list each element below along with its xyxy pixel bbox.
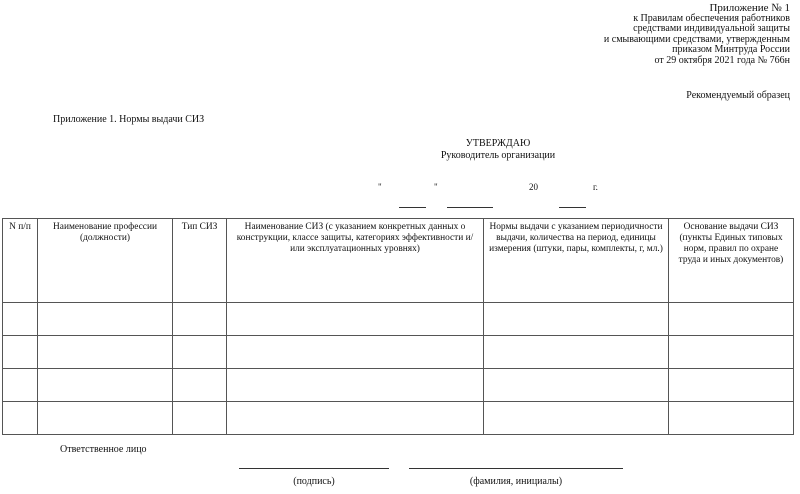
column-header-ppe-type: Тип СИЗ bbox=[173, 219, 227, 303]
header-line: Приложение № 1 bbox=[709, 2, 790, 14]
table-cell bbox=[484, 303, 669, 336]
table-row bbox=[3, 402, 794, 435]
appendix-title: Приложение 1. Нормы выдачи СИЗ bbox=[53, 114, 205, 125]
table-row bbox=[3, 303, 794, 336]
appendix-header bbox=[490, 3, 790, 67]
date-year-suffix: г. bbox=[593, 182, 598, 192]
column-header-profession: Наименование профессии (должности) bbox=[38, 219, 173, 303]
table-cell bbox=[173, 303, 227, 336]
table-cell bbox=[3, 303, 38, 336]
table-cell bbox=[484, 402, 669, 435]
table-cell bbox=[38, 303, 173, 336]
table-cell bbox=[3, 369, 38, 402]
day-underline bbox=[399, 207, 426, 208]
name-underline bbox=[409, 468, 623, 469]
date-quote-open: " bbox=[378, 182, 382, 192]
year-underline bbox=[559, 207, 586, 208]
date-quote-close: " bbox=[434, 182, 438, 192]
month-underline bbox=[447, 207, 493, 208]
table-row bbox=[3, 369, 794, 402]
table-cell bbox=[669, 336, 794, 369]
table-cell bbox=[669, 303, 794, 336]
table-cell bbox=[3, 336, 38, 369]
name-caption: (фамилия, инициалы) bbox=[469, 476, 563, 487]
table-cell bbox=[227, 369, 484, 402]
header-line: и смывающими средствами, утвержденным bbox=[603, 33, 790, 45]
table-cell bbox=[173, 369, 227, 402]
column-header-issue-norms: Нормы выдачи с указанием периодичности выдачи, количества на период, единицы измерения (штуки, пары, комплекты, г, мл.) bbox=[484, 219, 669, 303]
header-line: средствами индивидуальной защиты bbox=[633, 23, 790, 35]
header-line: от 29 октября 2021 года № 766н bbox=[654, 54, 790, 66]
responsible-person-label: Ответственное лицо bbox=[60, 444, 147, 455]
ppe-norms-table bbox=[2, 218, 794, 435]
date-year-prefix: 20 bbox=[529, 182, 538, 192]
approval-title: УТВЕРЖДАЮ bbox=[465, 138, 531, 149]
table-cell bbox=[173, 336, 227, 369]
table-cell bbox=[669, 402, 794, 435]
table-cell bbox=[227, 402, 484, 435]
column-header-ppe-name: Наименование СИЗ (с указанием конкретных данных о конструкции, классе защиты, категориях эффективности и/или эксплуатационных уровнях) bbox=[227, 219, 484, 303]
header-line: приказом Минтруда России bbox=[672, 44, 790, 56]
table-cell bbox=[38, 369, 173, 402]
column-header-issue-basis: Основание выдачи СИЗ (пункты Единых типовых норм, правил по охране труда и иных документов) bbox=[669, 219, 794, 303]
table-cell bbox=[227, 336, 484, 369]
table-cell bbox=[227, 303, 484, 336]
signature-caption: (подпись) bbox=[293, 476, 335, 487]
table-cell bbox=[669, 369, 794, 402]
table-cell bbox=[3, 402, 38, 435]
header-line: к Правилам обеспечения работников bbox=[633, 12, 790, 24]
table-cell bbox=[484, 369, 669, 402]
table-row bbox=[3, 336, 794, 369]
sample-label: Рекомендуемый образец bbox=[686, 90, 790, 101]
table-cell bbox=[173, 402, 227, 435]
signature-underline bbox=[239, 468, 389, 469]
table-cell bbox=[484, 336, 669, 369]
table-header-row bbox=[3, 219, 794, 303]
table-cell bbox=[38, 336, 173, 369]
approval-block bbox=[398, 138, 598, 162]
table-cell bbox=[38, 402, 173, 435]
column-header-number: N п/п bbox=[3, 219, 38, 303]
approval-subtitle: Руководитель организации bbox=[440, 150, 556, 161]
